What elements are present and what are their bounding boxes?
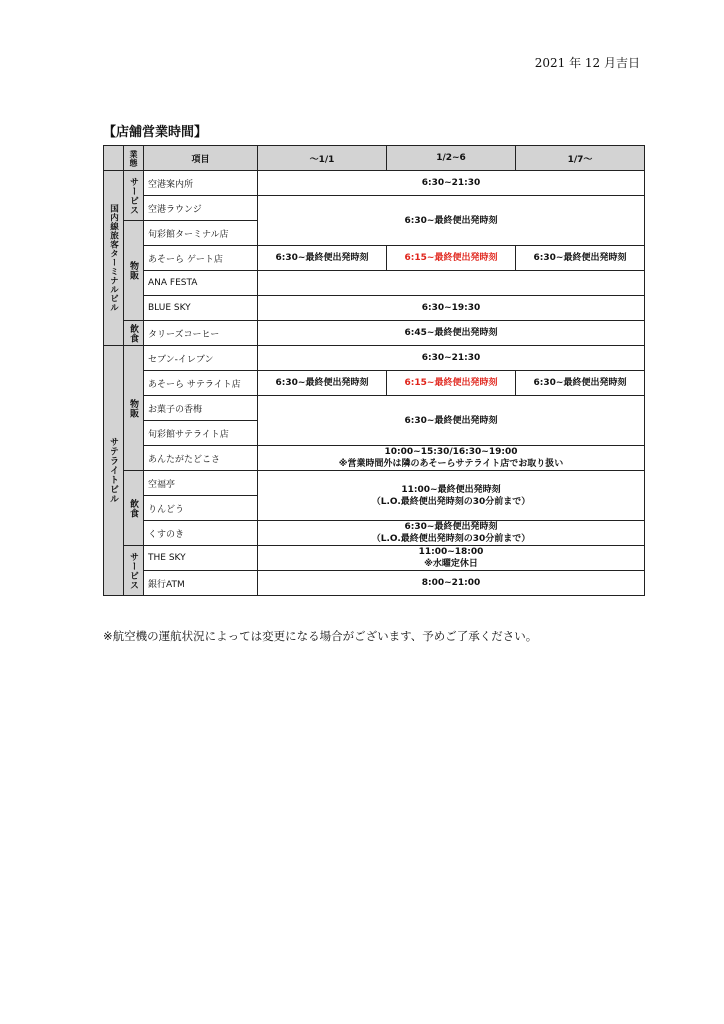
store-name: 銀行ATM (144, 571, 258, 596)
header-period-1: ～1/1 (258, 146, 387, 171)
store-name: 空福亭 (144, 471, 258, 496)
table-row (104, 446, 645, 471)
category-service: サービス (124, 546, 144, 596)
document-date: 2021 年 12 月吉日 (534, 56, 640, 70)
store-hours-note: （L.O.最終便出発時刻の30分前まで） (371, 496, 531, 507)
store-name: ANA FESTA (144, 271, 258, 296)
store-name: 旬彩館サテライト店 (144, 421, 258, 446)
store-name: お菓子の香梅 (144, 396, 258, 421)
table-row (104, 171, 645, 196)
store-hours-time: 6:30~最終便出発時刻 (404, 522, 498, 532)
header-blank (104, 146, 124, 171)
store-hours-table (103, 145, 645, 596)
store-hours-period-3: 6:30~最終便出発時刻 (516, 371, 645, 396)
store-name: セブン-イレブン (144, 346, 258, 371)
header-period-3: 1/7～ (516, 146, 645, 171)
store-hours-period-2: 6:15~最終便出発時刻 (387, 246, 516, 271)
table-row (104, 521, 645, 546)
table-row (104, 321, 645, 346)
store-hours-time: 11:00~18:00 (418, 547, 484, 557)
store-hours (258, 471, 645, 521)
store-hours: 6:30~最終便出発時刻 (258, 396, 645, 446)
store-hours-period-3: 6:30~最終便出発時刻 (516, 246, 645, 271)
table-header-row (104, 146, 645, 171)
store-hours-period-1: 6:30~最終便出発時刻 (258, 246, 387, 271)
table-row (104, 396, 645, 421)
footnote: ※航空機の運航状況によっては変更になる場合がございます、予めご了承ください。 (103, 629, 538, 643)
table-row (104, 196, 645, 221)
store-name: BLUE SKY (144, 296, 258, 321)
category-food: 飲食 (124, 471, 144, 546)
store-hours: 8:00~21:00 (258, 571, 645, 596)
category-food: 飲食 (124, 321, 144, 346)
store-hours-time: 11:00~最終便出発時刻 (401, 484, 501, 495)
store-hours (258, 521, 645, 546)
store-hours: 6:45~最終便出発時刻 (258, 321, 645, 346)
area-satellite: サテライトビル (104, 346, 124, 596)
store-hours: 6:30~21:30 (258, 346, 645, 371)
table-row (104, 346, 645, 371)
store-hours (258, 546, 645, 571)
store-hours-empty (258, 271, 645, 296)
store-hours (258, 446, 645, 471)
store-name: 空港案内所 (144, 171, 258, 196)
store-hours: 6:30~最終便出発時刻 (258, 196, 645, 246)
table-row (104, 246, 645, 271)
store-hours-note: ※営業時間外は隣のあそーらサテライト店でお取り扱い (338, 459, 564, 469)
store-hours-period-1: 6:30~最終便出発時刻 (258, 371, 387, 396)
area-domestic-terminal: 国内線旅客ターミナルビル (104, 171, 124, 346)
header-item: 項目 (144, 146, 258, 171)
table-row (104, 271, 645, 296)
store-name: THE SKY (144, 546, 258, 571)
store-hours-time: 10:00~15:30/16:30~19:00 (384, 447, 518, 457)
table-row (104, 471, 645, 496)
table-row (104, 571, 645, 596)
store-hours: 6:30~21:30 (258, 171, 645, 196)
store-name: タリーズコーヒー (144, 321, 258, 346)
store-name: りんどう (144, 496, 258, 521)
store-hours: 6:30~19:30 (258, 296, 645, 321)
store-name: くすのき (144, 521, 258, 546)
store-name: 旬彩館ターミナル店 (144, 221, 258, 246)
section-heading: 【店舗営業時間】 (103, 125, 208, 140)
header-category: 業態 (124, 146, 144, 171)
store-name: あそーら ゲート店 (144, 246, 258, 271)
table-row (104, 546, 645, 571)
store-name: あんたがたどこさ (144, 446, 258, 471)
store-name: あそーら サテライト店 (144, 371, 258, 396)
category-retail: 物販 (124, 221, 144, 321)
store-hours-note: （L.O.最終便出発時刻の30分前まで） (371, 534, 531, 544)
store-hours-period-2: 6:15~最終便出発時刻 (387, 371, 516, 396)
table-row (104, 371, 645, 396)
category-retail: 物販 (124, 346, 144, 471)
header-period-2: 1/2~6 (387, 146, 516, 171)
category-service: サービス (124, 171, 144, 221)
table-row (104, 296, 645, 321)
store-name: 空港ラウンジ (144, 196, 258, 221)
store-hours-note: ※水曜定休日 (424, 559, 478, 569)
